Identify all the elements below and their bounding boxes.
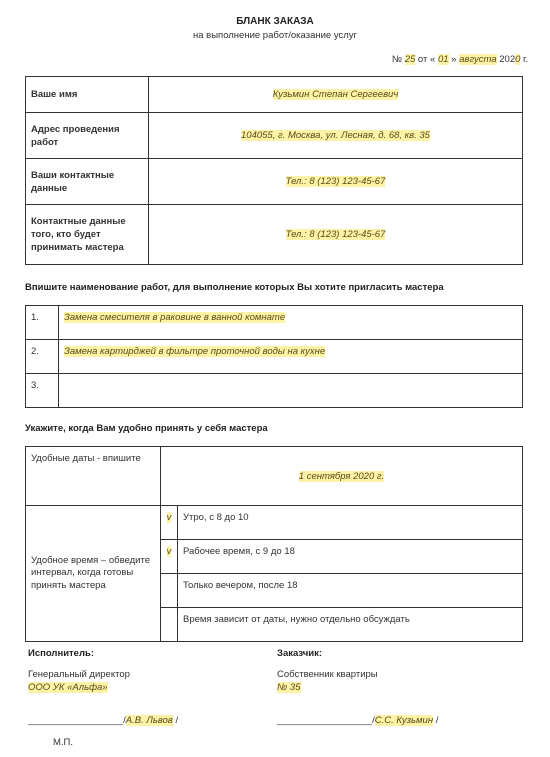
option-check: v xyxy=(161,506,178,540)
order-month-prefix: » xyxy=(448,54,460,65)
option-check xyxy=(161,574,178,608)
works-row xyxy=(26,374,523,408)
work-task: Замена картирджей в фильтре проточной воды на кухне xyxy=(59,340,523,374)
customer-name: С.С. Кузьмин xyxy=(374,715,434,726)
dates-value: 1 сентября 2020 г. xyxy=(161,447,523,506)
time-label: Удобное время – обведите интервал, когда готовы принять мастера xyxy=(26,506,161,642)
dates-label: Удобные даты - впишите xyxy=(26,447,161,506)
schedule-heading: Укажите, когда Вам удобно принять у себя мастера xyxy=(25,423,268,434)
form-title: БЛАНК ЗАКАЗА xyxy=(236,16,314,27)
option-text: Рабочее время, с 9 до 18 xyxy=(178,540,523,574)
executor-org: ООО УК «Альфа» xyxy=(28,682,108,693)
order-number: 25 xyxy=(404,54,416,65)
option-text: Утро, с 8 до 10 xyxy=(178,506,523,540)
customer-label: Ваше имя xyxy=(26,77,149,113)
customer-row xyxy=(26,77,523,113)
customer-signature-line: __________________/С.С. Кузьмин / xyxy=(277,715,439,726)
work-task: Замена смесителя в раковине в ванной комнате xyxy=(59,306,523,340)
customer-label: Ваши контактные данные xyxy=(26,159,149,205)
customer-info-table xyxy=(25,76,523,265)
dates-row xyxy=(26,447,523,506)
option-text: Только вечером, после 18 xyxy=(178,574,523,608)
customer-org: № 35 xyxy=(277,682,301,693)
order-day: 01 xyxy=(437,54,449,65)
order-year-prefix: 202 xyxy=(496,54,516,65)
form-subtitle: на выполнение работ/оказание услуг xyxy=(193,30,357,41)
works-row xyxy=(26,306,523,340)
option-check: v xyxy=(161,540,178,574)
executor-signature-line: __________________/А.В. Львов / xyxy=(28,715,179,726)
order-year-suffix: 0 xyxy=(515,54,521,65)
works-row xyxy=(26,340,523,374)
customer-row xyxy=(26,159,523,205)
executor-name: А.В. Львов xyxy=(125,715,173,726)
executor-heading: Исполнитель: xyxy=(28,648,95,659)
executor-position: Генеральный директор xyxy=(28,669,130,680)
customer-row xyxy=(26,113,523,159)
works-heading: Впишите наименование работ, для выполнение которых Вы хотите пригласить мастера xyxy=(25,282,444,293)
customer-heading: Заказчик: xyxy=(277,648,323,659)
customer-value: Тел.: 8 (123) 123-45-67 xyxy=(149,159,523,205)
order-month: августа xyxy=(459,54,497,65)
order-number-line xyxy=(392,54,528,65)
schedule-table xyxy=(25,446,523,642)
option-text: Время зависит от даты, нужно отдельно обсуждать xyxy=(178,608,523,642)
customer-value: Тел.: 8 (123) 123-45-67 xyxy=(149,205,523,265)
customer-label: Контактные данные того, кто будет принимать мастера xyxy=(26,205,149,265)
work-number: 2. xyxy=(26,340,59,374)
time-option-row xyxy=(26,506,523,540)
order-no-prefix: № xyxy=(391,54,405,65)
customer-position: Собственник квартиры xyxy=(277,669,378,680)
works-table xyxy=(25,305,523,408)
customer-value: 104055, г. Москва, ул. Лесная, д. 68, кв. 35 xyxy=(149,113,523,159)
option-check xyxy=(161,608,178,642)
stamp-label: М.П. xyxy=(53,737,74,748)
customer-label: Адрес проведения работ xyxy=(26,113,149,159)
customer-value: Кузьмин Степан Сергеевич xyxy=(149,77,523,113)
order-year-end: г. xyxy=(520,54,528,65)
work-number: 3. xyxy=(26,374,59,408)
order-from: от « xyxy=(415,54,438,65)
customer-row xyxy=(26,205,523,265)
work-task xyxy=(59,374,523,408)
work-number: 1. xyxy=(26,306,59,340)
